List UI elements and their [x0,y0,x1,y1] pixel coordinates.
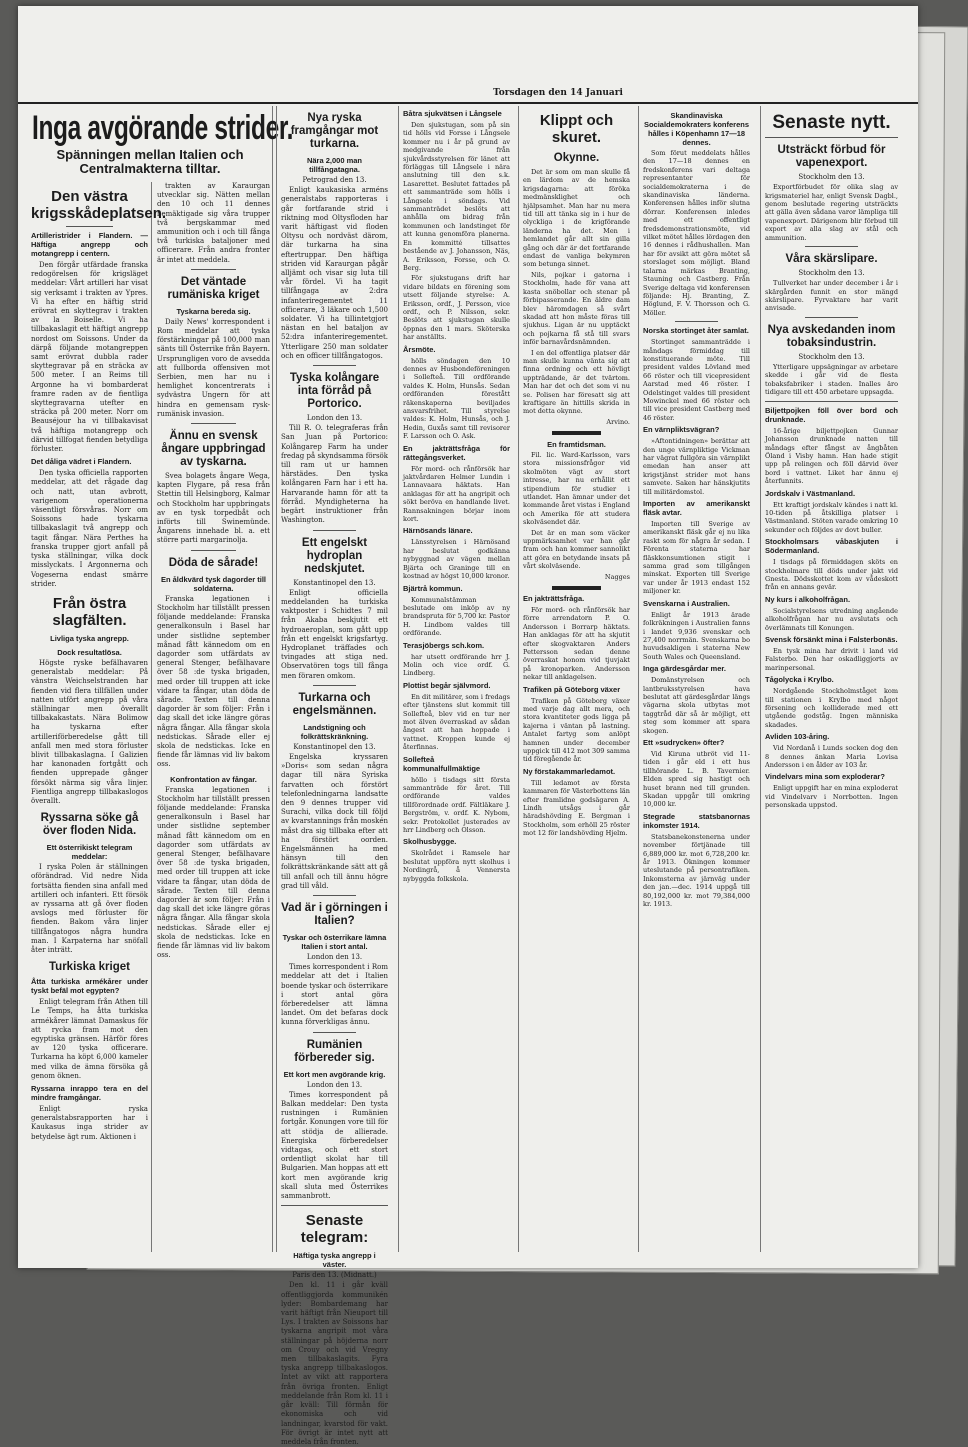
article-kicker: Sollefteå kommunalfullmäktige [403,754,481,773]
column-3 [398,106,514,1252]
article-body: Ett kraftigt jordskalv kändes i natt kl. 10-tiden på åtskilliga platser i Västmanland. Stöten varade omkring 10 sekunder och följdes av dovt buller. [765,500,898,534]
article-kicker: Importen av amerikanskt fläsk avtar. [643,499,750,518]
article-body: Den sjukstugan, som på sin tid hölls vid Forsse i Långsele kommer nu i år på grund av medgivande från sjukvårdsstyrelsen för länet att förläggas till Långsele i nära anslutning till den s.k. Lasarettet. Beslutet fattades på ett sammanträde som hölls i Långsele i söndags. Vid sammanträdet beslöts att anhålla om bidrag från kommunen och landstinget för att kunna genomföra planerna. En kommitté tillsattes bestående av J. Johansson, Näs, A. Eriksson, Forsse, och O. Berg. [403,121,510,272]
article-body: För mord- och rånförsök har jaktvårdaren Helmer Lundin i Lannavaara häktats. Han anklagas för att ha angripit och sökt beröva en handlande livet. Rannsakningen börjar inom kort. [403,464,510,524]
article-kicker: En åldkvärd tysk dagorder till soldaterna. [160,574,267,593]
dateline: Petrograd den 13. [302,176,367,184]
article-title: Nya avskedanden inom tobaksindustrin. [767,323,896,349]
dateline: Stockholm den 13. [798,269,865,278]
column-4 [518,106,634,1252]
article-subtitle: Okynne. [553,152,600,164]
divider [191,269,236,270]
article-body: Kommunalstämman beslutade om inköp av ny brandspruta för 5,700 kr. Pastor H. Lindbom valdes till ordförande. [403,595,510,638]
article-title: Den västra krigsskådeplatsen. [31,188,167,222]
masthead [18,88,918,104]
article-body: Statsbanekonstenerna under november förtjänade till 6,889,000 kr. mot 6,728,200 kr. år 1913. Ökningen kommer uteslutande på persontrafiken. Inkomsterna av järnväg under den jan.—dec. 1914 uppgå till 80,192,000 kr. mot 79,384,000 kr. 1913. [643,832,750,909]
article-kicker: Biljettpojken föll över bord och drunknade. [765,405,898,424]
article-kicker: Båtra sjukvätsen i Långsele [403,109,502,118]
lead-subcolumn-right [154,182,273,1252]
column-5 [638,106,754,1252]
article-body: Nils, pojkar i gatorna i Stockholm, hade för vana att kasta snöbollar och stenar på förbipasserande. En äldre dam blev häromdagen så svårt skadad att hon måste föras till sjukhus. Ligan är nu upptäckt och pojkarna få stå till svars inför barnavårdsnämnden. [523,270,630,347]
article-body: För sjukstugans drift har vidare bildats en förening som utsett följande styrelse: A. Eriksson, ordf., J. Persson, vice ordf., och P. Nilsson, sekr. Beslöts att sjukstugan skulle öppnas den 1 mars. Sköterska har anställts. [403,274,510,342]
article-body: Det är som om man skulle få en lärdom av de hemska krigsdagarna: att föröka medmänsklighet och hjälpsamhet. Man har nu mera tid till att tänka sig in i hur de olyckliga i de krigförande länderna ha det. Men i hemlandet går allt sin gilla gång och där är det fortfarande endast de vanliga bekymren som betunga sinnet. [523,168,630,269]
article-title: Döda de sårade! [168,556,259,569]
article-title: Från östra slagfälten. [52,594,127,629]
article-body: Times korrespondent i Rom meddelar att det i Italien boende tyskar och österrikare i stort antal göra förberedelser att lämna landet. Om det befaras dock kunna förverkligas ännu. [281,963,389,1027]
article-body: Nordgående Stockholmståget kom till stationen i Krylbo med något försening och kolliderade med ett utgående godståg. Ingen människa skadades. [765,687,898,729]
article-kicker: Terasjöbergs sch.kom. [403,640,485,650]
column-lead [28,106,294,1252]
article-body: Domänstyrelsen och lantbruksstyrelsen hava beslutat att gärdesgårdar längs vägarna skola utbytas mot taggtråd där så är möjligt, ett steg som kommer att spara skogen. [643,676,750,735]
divider [281,1205,388,1206]
article-title: Klippt och skuret. [539,112,614,146]
article-body: Enligt kaukasiska arméns generalstabs rapporteras i går fortfarande strid i riktning mod Oltysfloden har varit häftigast vid floden Oltysu och nordväst därom, där turkarna ha sina eftertruppar. Den häftiga striden vid Karaurgan pågår alljämt och visar sig luta till vår fördel. Vi ha tagit tillfångaga av 2:dra infanteriregementet 11 officerare, 3 läkare och 1,500 soldater. Vi ha tillintetgjort nästan en hel bataljon av 52:dra infanteriregementet. Ytterligare 250 man soldater och en officer tillfångatogos. [281,186,388,360]
article-kicker: Tyskar och österrikare lämna Italien i stort antal. [282,932,387,951]
article-body: Franska legationen i Stockholm har tillställt pressen följande meddelande: Franska generalkonsuln i Basel har under sistlidne september månad fått kännedom om en dagorder som utfärdats av general Stenger, befälhavare över 58 :de tyska brigaden, med order till truppen att icke vidare ta fångar, utan döda de sårade. Texten till denna dagorder är som följer: Från i dag skall det icke längre göras några fångar. Alla fångar skola nedstickas. Sårade eller ej skola de nedstickas. Icke en fiende får lämnas vid liv bakom oss. [157,594,270,769]
article-kicker: Plottist begår självmord. [403,680,491,690]
article-body: Daily News' korrespondent i Rom meddelar att tyska förstärkningar på 100,000 man sänts till Österrike från Bayern. Ursprungligen voro de avsedda att fullborda offensiven mot Serbien, men har nu i hemlighet koncentrerats i sydvästra Ungern för att hindra en gemensam rysk-rumänisk invasion. [157,317,270,418]
article-title: Turkiska kriget [49,961,130,974]
article-kicker: Norska stortinget åter samlat. [643,326,749,336]
divider [66,226,113,227]
article-title: Våra skärslipare. [785,253,878,266]
article-kicker: Skolhusbygge. [403,837,457,847]
article-body: I en del offentliga platser där man skulle kunna vänta sig att finna ordning och ett hövligt uppträdande, är det tvärtom. Man har det och det som vi nu se. Polisen har föresatt sig att kraftigare än hittills skrida in mot detta okynne. [523,348,630,416]
dateline: Paris den 13. (Midnatt.) [292,1271,377,1280]
divider [805,246,858,247]
article-body: Till R. O. telegraferas från San Juan på Portorico: Kolångarep Farm ha under fredag på skyndsamma försök till ram ut ur hamnen härstädes. Den tyska kolångaren Farn har i ett ha. Harvarande hamn för att ta förråd. Myndigheterna ha begärt instruktioner från Washington. [281,424,388,525]
article-body: För mord- och rånförsök har förre arrendatorn P. O. Andersson i Borrarp häktats. Han anklagas för att ha skjutit efter skogvaktaren Anders Pettersson sedan denne överraskat honom vid tjuvjakt på kronoparken. Andersson nekar till anklagelsen. [523,605,630,682]
article-title: Turkarna och engelsmännen. [292,691,377,717]
article-body: Trafiken på Göteborg växer med varje dag allt mera, och stora kvantiteter gods ligga på kajerna i väntan på lastning. Antalet fartyg som anlöpt hamnen under december uppgick till 412 mot 309 samma tid föregående år. [523,696,630,764]
article-kicker: Det dåliga vädret i Flandern. [31,457,132,467]
article-kicker: Ryssarna inrappo tera en del mindre framgångar. [31,1084,148,1103]
article-kicker: Bjärtrå kommun. [403,583,463,593]
article-kicker: Artilleristrider i Flandern. — Häftiga angrepp och motangrepp i centern. [31,231,148,258]
article-kicker: Tågolycka i Krylbo. [765,675,834,685]
article-body: Vid Nordanå i Lunds socken dog den 8 dennes änkan Maria Lovisa Andersson i en ålder av 103 år. [765,744,898,770]
article-title: Ett engelskt hydroplan nedskjutet. [301,536,368,575]
article-body: Engelska kryssaren »Doris« som sedan några dagar till nära Syriska farvatten och förstört telefonledningarna landsatte den 9 dennes trupper vid Surachi, vilka dock till följd av kvarstannings från moskén måst dra sig tillbaka efter att ha förstört oorden. Engelsmännen ha med hänsyn till den folkrättskränkande sätt att gå till anfall och till ännu högre grad till våld. [281,752,388,890]
article-kicker: Ett »sudrycken» öfter? [643,737,725,747]
article-body: Franska legationen i Stockholm har tillställt pressen följande meddelande: Franska generalkonsuln i Basel har under sistlidne september månad fått kännedom om en dagorder som utfärdats av general Stenger, befälhavare över 58 :de tyska brigaden, med order till truppen att icke vidare ta fångar, utan döda de sårade. Texten till denna dagorder är som följer: Från i dag skall det icke längre göras några fångar. Alla fångar skola nedstickas. Sårade eller ej skola de nedstickas. Icke en fiende får lämnas vid liv bakom oss. [157,785,270,960]
article-title: Ryssarna söke gå över floden Nida. [40,812,139,838]
lead-headline: Inga avgörande strider. [32,109,294,147]
signature: Nagges [604,572,630,581]
masthead-date: Torsdagen den 14 Januari [493,88,623,98]
dateline: London den 13. [306,414,363,423]
article-body: Enligt telegram från Athen till Le Temps, ha åtta turkiska armékårer lämnat Damaskus för att rycka fram mot den egyptiska gränsen. Härför föres av 120 tyska officerare. Turkarna ha köpt 6,000 kameler med vilka de ämna försöka gå genom öknen. [31,998,148,1080]
dateline: Konstantinopel den 13. [293,742,376,751]
article-body: Högste ryske befälhavaren generalstab meddelar: På vänstra Weichselstranden har fienden vid flera tillfällen under natten utfört angrepp på våra ställningar men överallt tillbakakastats. Nära Bolimow ha tyskarna efter artilleriförberedelse gått till anfall men med stora förluster blivit tillbakaslagna. I Galizien har kanonaden fortgått och fienden upprepade gånger försökt närma sig våra linjer. Fientliga angrepp tillbakaslogos överallt. [31,658,148,805]
article-body: har utsett ordförande hrr J. Molin och vice ordf. G. Lindberg. [403,652,510,678]
article-kicker: Svensk försänkt mina i Falsterbonäs. [765,635,898,645]
dateline: Stockholm den 13. [798,352,865,361]
article-kicker: Livliga tyska angrepp. [50,633,129,643]
article-body: Enligt uppgift har en mina exploderat vid Vindelvarv i Norrbotten. Ingen personskada uppstod. [765,784,898,810]
article-body: Tullverket har under december i år i skärgården funnit en stor mängd skärslipare. Fyrvaktare har varit anvisade. [765,279,898,313]
divider [313,685,356,686]
article-body: Ytterligare uppsägningar av arbetare skedde i går vid de flesta tobaksfabriker i staden. Inalles äro tidigare till ett 450 arbetare uppsagda. [765,363,898,397]
article-title: Skandinaviska Socialdemokraters konferens hålles i Köpenhamn 17—18 dennes. [643,111,750,147]
divider [313,365,356,366]
article-body: I ryska Polen är ställningen oförändrad. Vid nedre Nida fortsätta fienden sina anfall med artilleri och infanteri. Ett försök av ryssarna att gå över floden avslogs med förluster för fienden. Bakom våra linjer tillfångatogos några hundra man. I Karpaterna har snöfall åter inträtt. [31,863,148,954]
article-body: Som förut meddelats hålles den 17—18 dennes en fredskonferens vari deltaga representanter för socialdemokraterna i de skandinaviska länderna. Konferensen hålles inför slutna dörrar. Konferensen inledes med ett offentligt fredsdemonstrationsmöte, vid vilket mötet hålles lördagen den 16 dennes i rådhushallen. Man har för avsikt att göra mötet så storslaget som möjligt. Bland talarna märkas Branting, Stauning och Castberg. Från Sverige deltaga vid konferensen följande: Hj. Branting, Z. Höglund, F. V. Thorsson och G. Möller. [643,149,750,317]
article-kicker: Åtta turkiska armékårer under tyskt befäl mot egypten? [31,977,148,996]
article-body: trakten av Karaurgan utvecklar sig. Nätten mellan den 10 och 11 dennes bemäktigade sig våra trupper två bergskammar med ammunition och i och till fånga två turkiska bataljoner med officerare. Från andra fronter är intet att meddela. [157,182,270,264]
article-kicker: Nära 2,000 man tillfångatagna. [306,156,363,174]
article-body: »Aftontidningen» berättar att den unge värnpliktige Vickman har vägrat fullgöra sin värnplikt emedan han anser att krigstjänst strider mot hans samvete. Saken har hänskjutits till militärdomstol. [643,437,750,496]
article-body: Exportförbudet för olika slag av krigsmateriel har, enligt Svensk Dagbl., genom beslutade regering utsträckts att gälla även sådana varor lämpliga till vapenexport. Därigenom blir förbud till export av alla slag av stål och ammunition. [765,183,898,242]
article-body: Fil. lic. Ward-Karlsson, vars stora missionsfrågor vid skolmöten vägt av stort intresse, har nu erhållit ett stipendium för studier i utlandet. Han ämnar under det kommande året vistas i England och Amerika för att studera skolväsendet där. [523,450,630,527]
article-body: Skolrådet i Ramsele har beslutat uppföra nytt skolhus i Nordingrå, å Vennersta nybyggda folkskola. [403,849,510,883]
article-kicker: En jakträttsfråga för rättegångsverket. [403,443,510,462]
article-kicker: Svenskarna i Australien. [643,598,730,608]
article-title: Tyska kolångare inta förråd på Portorico. [289,372,380,411]
article-kicker: Stockholmsars våbaskjuten i Södermanland. [765,537,898,556]
article-kicker: Landstigning och folkrättskränkning. [300,722,369,741]
article-title: Vad är i görningen i Italien? [281,901,388,927]
article-body: Importen till Sverige av amerikanskt fläsk går ej nu lika raskt som för några år sedan. I Förenta staterna har fläskkonsumtionen stigit i samma grad som tillgången minskat. Exporten till Sverige var under år 1913 endast 152 miljoner kr. [643,520,750,596]
article-subkicker: Konfrontation av fångar. [170,774,257,784]
lead-subcolumn-left [28,182,167,1252]
column-6 [760,106,902,1252]
dateline: Konstantinopel den 13. [293,578,376,587]
article-title: Rumänien förbereder sig. [294,1038,375,1064]
article-body: Svea bolagets ångare Wega, kapten Flygare, på resa från Stettin till Helsingborg, Kalmar och Stockholm har uppbringats av en tysk torpedbåt och införts till Swinemünde. Ångarens innehade bl. a. ett större parti margarinolja. [157,472,270,545]
article-title: Ännu en svensk ångare uppbringad av tyskarna. [161,430,266,469]
article-body: Enligt officiella meddelanden ha turkiska vaktposter i Schidtes 7 mil från Akaba beskjutit ett hydroaeroplan, som gått upp från ett engelskt krigsfartyg. Hydroplanet träffades och tvingades att stiga ned. Observatören togs till fånga men föraren omkom. [281,588,388,680]
divider [313,530,356,531]
article-title: Senaste telegram: [300,1212,369,1247]
column-2 [276,106,392,1446]
section-title: Senaste nytt. [772,112,891,133]
article-body: hölls söndagen den 10 dennes av Husbondeföreningen i Sollefteå. Till ordförande valdes K. Holm, Hunsås. Sedan ordföranden förestått räkenskaperna beviljades ansvarsfrihet. Till styrelse valdes: K. Holm, Hunsås, och J. Hedin, Guxås samt till revisorer F. Larsson och O. Ask. [403,356,510,441]
divider [765,401,898,402]
dateline: Stockholm den 13. [798,173,865,181]
divider [191,550,236,551]
article-body: Vid Kiruna utbröt vid 11-tiden i går eld i ett hus tillhörande L. B. Tavernier. Elden spred sig hastigt och huset brann ned till grunden. Skadan uppgår till omkring 10,000 kr. [643,749,750,809]
article-kicker: Ny förstakammarledamot. [523,766,616,776]
article-body: Enligt ryska generalstabsrapporten har i Kaukasus inga strider av betydelse ägt rum. Aktionen i [31,1105,148,1141]
article-body: Socialstyrelsens utredning angående alkoholfrågan har nu avslutats och överlämnats till Konungen. [765,606,898,632]
article-kicker: Vindelvars mina som exploderar? [765,772,885,782]
article-kicker: Stegrade statsbanornas inkomster 1914. [643,811,750,830]
article-kicker: Häftiga tyska angrepp i väster. [293,1251,376,1270]
divider [313,895,356,896]
lead-deck: Spänningen mellan Italien och Centralmakterna tilltar. [56,147,244,176]
divider [552,431,600,435]
divider [765,137,898,138]
divider [805,317,858,318]
article-kicker: Årsmöte. [403,344,436,354]
signature: Arvino. [606,417,630,426]
dateline: London den 13. [306,952,363,961]
article-body: Den tyska officiella rapporten meddelar, att det rågade dag och natt, utan avbrott, varigenom operationerna väsentligt försvåras. Norr om Soissons hade tyskarna tillbakaslagit två angrepp och tagit fångar. Nära Perthes ha franska trupper gjort anfall på tyska ställningar, vilka dock misslyckats. I Argonnerna och Vogeserna endast smärre strider. [31,469,148,588]
article-body: Enligt år 1913 ärade folkräkningen i Australien fanns i landet 9,936 svenskar och 27,400 norrmän. Svenskarna bo huvudsakligen i staterna New South Wales och Queensland. [643,610,750,661]
article-kicker: Härnösands länare. [403,526,473,536]
article-body: Den kl. 11 i går kväll offentliggjorda kommunikén lyder: Bombardemang har varit häftigt från Nieuport till Lys. I trakten av Soissons har tyskarna angripit mot våra ställningar på höjderna norr om Crouy och vid Vregny men tillbakaslagits. Fyra tyska angrepp tillbakaslogos. Intet av vikt att rapportera från övriga fronten. Enligt meddelande från Rom kl. 11 i går kväll: Till förmån för ekonomiska och vid landningar, kvarstod för vakt. För övrigt är intet nytt att meddela från fronten. [281,1281,388,1446]
article-body: Till ledamot av första kammaren för Västerbottens län efter framlidne godsägaren A. Lindh utsågs i går häradshövding E. Bergman i Stockholm, som erhöll 25 röster mot 12 för landshövding Hjelm. [523,778,630,838]
article-body: 16-årige biljettpojken Gunnar Johansson drunknade natten till måndags efter fångst av ångbåten Öland i Visby hamn. Han hade stigit upp på relingen och föll därvid över bord i vattnet. Liket har ännu ej återfunnits. [765,426,898,486]
divider [191,423,236,424]
article-kicker: Inga gärdesgårdar mer. [643,664,726,674]
article-kicker: Trafiken på Göteborg växer [523,684,621,694]
article-kicker: Ett kort men avgörande krig. [283,1069,386,1079]
article-body: En dit militärer, som i fredags efter tjänstens slut kommit till Sollefteå, blev vid en tur ner mot älven överraskad av sådan ångest att han hoppade i vattnet. Kroppen kunde ej återfinnas. [403,692,510,752]
article-title: Det väntade rumäniska kriget [167,275,260,301]
article-title: Utsträckt förbud för vapenexport. [777,144,886,169]
article-kicker: Ny kurs i alkoholfrågan. [765,594,851,604]
article-body: Stortinget sammanträdde i måndags förmiddag till konstituerande möte. Till president valdes Lövland med 66 röster och till vicepresident Aarstad med 46 röster. I Odelstinget valdes till president Mowinckel med 66 röster och till vice president Castberg med 46 röster. [643,338,750,422]
article-body: En tysk mina har drivit i land vid Falsterbo. Den har oskadliggjorts av marinpersonal. [765,647,898,672]
article-body: Den förgår utfärdade franska redogörelsen för krigsläget meddelar: Vårt artilleri har visat sig verksamt i trakten av Ypres. Vi ha efter en häftig strid erövrat en skyttegrav i trakten av la Boiselle. Vi ha tillbakaslagit ett häftigt angrepp nordost om Soissons. Under da därpå följande motangreppen samt erövrat dubbla rader skyttegravar på en sträcka av 500 meter. I an Reims till Argonne ha vi bombarderat framre raden av de fientliga skyttegravarna utefter en sträcka på 200 meter. Norr om Beauséjour ha vi tillbakavisat två häftiga motangrepp och därvid tillfogat fienden betydliga förluster. [31,261,148,454]
article-kicker: Tyskarna bereda sig. [176,306,251,316]
article-kicker: Jordskalv i Västmanland. [765,488,856,498]
article-title: En framtidsman. [547,439,606,449]
divider [552,586,600,590]
dateline: London den 13. [306,1080,363,1089]
article-body: Det är en man som väcker uppmärksamhet var han går fram och han kommer sannolikt att göra en betydande insats på vårt skolväsende. [523,528,630,571]
article-kicker: En jakträttsfråga. [523,593,585,603]
article-title: Nya ryska framgångar mot turkarna. [290,112,379,150]
newspaper-page [18,6,918,1446]
article-kicker: En värnpliktsvägran? [643,425,720,435]
article-subkicker: Dock resultatlösa. [57,647,122,657]
article-body: I tisdags på förmiddagen sköts en stockholmare till döds under jakt vid Gnesta. Dödsskottet kom av vådeskott från en annans gevär. [765,558,898,592]
article-kicker: Avliden 103-åring. [765,732,830,742]
article-body: höllo i tisdags sitt första sammanträde för året. Till ordförande valdes tillförordnade ordf. Fältläkare J. Bergström, v. ordf. K. Nybom, sekr. Protokollet justerades av hrr Lindberg och Olsson. [403,775,510,835]
article-kicker: Ett österrikiskt telegram meddelar: [46,843,133,862]
article-body: Länsstyrelsen i Härnösand har beslutat godkänna nybyggnad av vägen mellan Bjärta och Graninge till en kostnad av högst 10,000 kronor. [403,538,510,581]
article-body: Times korrespondent på Balkan meddelar: Den tysta rustningen i Rumänien fortgår. Konungen vore till för att stödja de allierade. Energiska förberedelser vidtagas, och ett stort ordentligt skolat har till Bulgarien. Man hoppas att ett kort men avgörande krig skall sluta med Österrikes sammanbrott. [281,1090,388,1201]
divider [313,1032,356,1033]
divider [675,321,718,322]
